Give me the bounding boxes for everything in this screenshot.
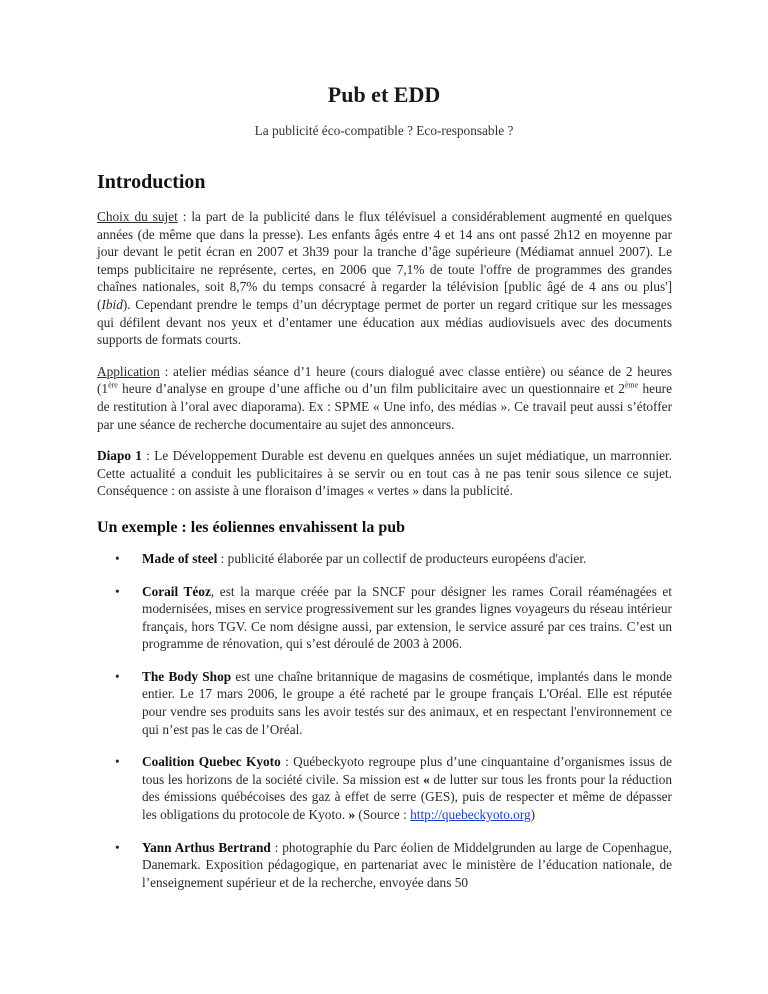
item-name: Corail Téoz [142, 583, 211, 599]
superscript-1: ère [108, 380, 118, 390]
quebeckyoto-link[interactable]: http://quebeckyoto.org [410, 807, 531, 823]
application-paragraph [97, 363, 672, 433]
list-item [97, 753, 672, 823]
choix-label: Choix du sujet [97, 209, 178, 224]
document-body [97, 170, 672, 906]
list-item [97, 550, 672, 568]
page-subtitle: La publicité éco-compatible ? Eco-responsable ? [254, 123, 514, 138]
examples-list [97, 550, 672, 892]
application-text-2: heure d’analyse en groupe d’une affiche ou d’un film publicitaire avec un questionnaire et 2 [117, 381, 625, 397]
list-item [97, 668, 672, 738]
ibid-text: Ibid [101, 296, 123, 312]
list-item [97, 839, 672, 892]
bullet-icon: • [115, 550, 120, 566]
quote-text: de lutter sur tous les fronts pour la réduction des émissions québécoises des gaz à effet de serre (GES), puis de respecter et même de dépasser les obligations du protocole de Kyoto. [142, 771, 673, 823]
introduction-heading: Introduction [97, 171, 206, 193]
item-text: , est la marque créée par la SNCF pour désigner les rames Corail réaménagées et modernisées, mises en service progressivement sur les grandes lignes voyageurs du réseau intérieur français, hors TGV. Ce nom désigne aussi, par extension, le service assuré par ces trains. C’est un programme de rénovation, qui s’est déroulé de 2003 à 2006. [142, 583, 672, 652]
item-name: The Body Shop [142, 668, 232, 684]
application-text-1: : atelier médias séance d’1 heure (cours dialogué avec classe entière) ou séance de 2 heures (1 [97, 363, 672, 397]
item-text: : photographie du Parc éolien de Middelgrunden au large de Copenhague, Danemark. Exposition pédagogique, en partenariat avec le ministère de l’éducation nationale, de l’enseignement supérieur et de la recherche, envoyée dans 50 [142, 839, 672, 890]
item-name: Made of steel [142, 550, 218, 566]
source-suffix: ) [530, 807, 536, 823]
list-item [97, 583, 672, 653]
bullet-icon: • [115, 583, 120, 599]
source-prefix: (Source : [355, 807, 411, 823]
diapo-label: Diapo 1 [97, 448, 142, 464]
page-title: Pub et EDD [327, 82, 441, 107]
bullet-icon: • [115, 839, 120, 855]
application-text-3: heure de restitution à l’oral avec diaporama). Ex : SPME « Une info, des médias ». Ce travail peut aussi s’étoffer par une séance de recherche documentaire au sujet des annonceurs. [97, 381, 672, 432]
quote-open: « [423, 771, 430, 787]
diapo-paragraph [97, 447, 672, 500]
section-heading: Un exemple : les éoliennes envahissent la pub [97, 518, 406, 536]
item-name: Yann Arthus Bertrand [142, 839, 271, 855]
superscript-2: ème [624, 380, 639, 390]
choix-text-end: ). Cependant prendre le temps d’un décryptage permet de porter un regard critique sur les messages qui défilent devant nos yeux et d’entamer une éducation aux médias audiovisuels avec des documents supports de formats courts. [97, 296, 672, 348]
item-name: Coalition Quebec Kyoto [142, 754, 281, 770]
bullet-icon: • [115, 754, 120, 770]
bullet-icon: • [115, 668, 120, 684]
item-text: : publicité élaborée par un collectif de producteurs européens d'acier. [217, 550, 587, 566]
item-text: : Québeckyoto regroupe plus d’une cinquantaine d’organismes issus de tous les horizons de la société civile. Sa mission est [142, 754, 672, 787]
item-text: est une chaîne britannique de magasins de cosmétique, implantés dans le monde entier. Le 17 mars 2006, le groupe a été racheté par le groupe français L'Oréal. Elle est réputée pour vendre ses produits sans les avoir testés sur des animaux, et en respectant l'environnement ce qui n’est pas le cas de l’Oréal. [142, 668, 672, 737]
choix-du-sujet-paragraph [97, 208, 672, 349]
diapo-text: : Le Développement Durable est devenu en quelques années un sujet médiatique, un marronnier. Cette actualité a conduit les publicitaires à se servir ou en tout cas à ne pas tenir sous silence ce sujet. Conséquence : on assiste à une floraison d’images « vertes » dans la publicité. [97, 448, 672, 499]
application-label: Application [97, 363, 160, 379]
choix-text: : la part de la publicité dans le flux télévisuel a considérablement augmenté en quelques années (de même que dans la presse). Les enfants âgés entre 4 et 14 ans ont passé 2h12 en moyenne par jour devant le petit écran en 2007 et 3h39 pour la tranche d’âge supérieure (Médiamat annuel 2007). Le temps publicitaire ne représente, certes, en 2006 que 7,1% de toute l'offre de programmes des grandes chaînes nationales, soit 8,7% du temps consacré à regarder la télévision [public âgé de 4 ans ou plus'] ( [97, 209, 672, 312]
quote-close: » [348, 807, 356, 823]
